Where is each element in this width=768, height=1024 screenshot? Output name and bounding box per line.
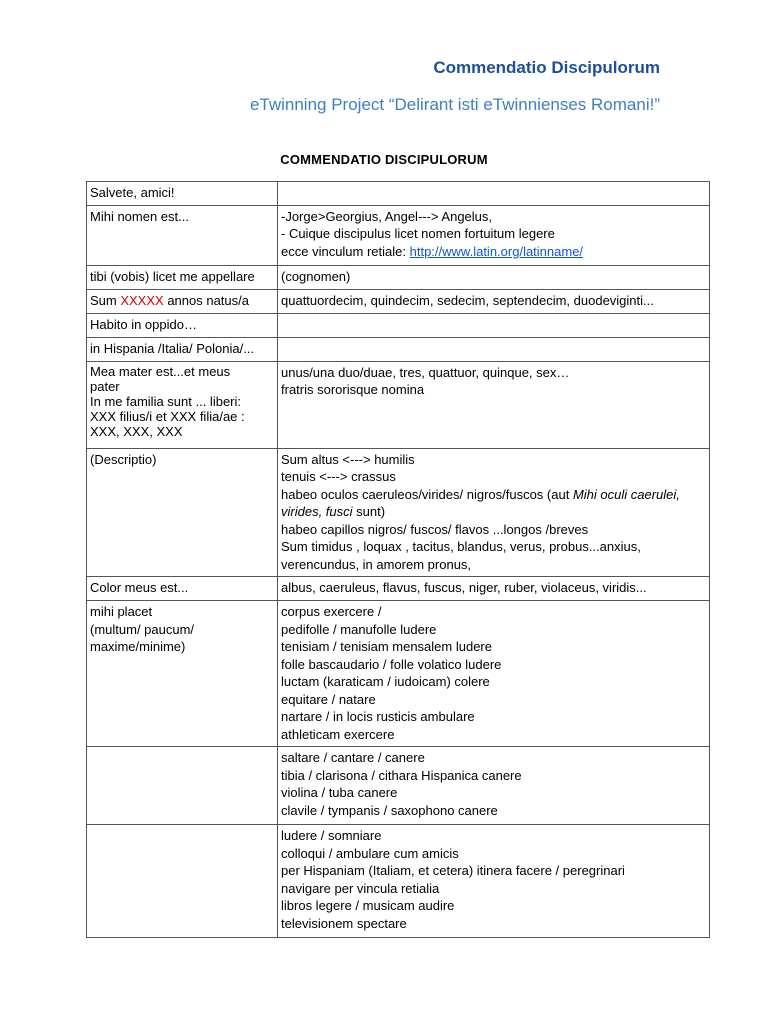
hobby-line: libros legere / musicam audire [281,898,455,913]
music-line: saltare / cantare / canere [281,750,425,765]
family-label-line: Mea mater est...et meus [90,363,231,379]
age-placeholder: XXXXX [120,292,164,308]
name-line: -Jorge>Georgius, Angel---> Angelus, [281,208,493,224]
row-label [87,601,278,747]
family-value-line: unus/una duo/duae, tres, quattuor, quinque, sex… [281,364,570,380]
family-label-line: pater [90,378,120,394]
hobby-line: per Hispaniam (Italiam, et cetera) itinera facere / peregrinari [281,863,625,878]
age-label-prefix: Sum [90,292,121,308]
name-label: Mihi nomen est... [90,208,189,224]
family-value-line: fratris sororisque nomina [281,382,425,397]
row-label [87,182,278,206]
family-label-line: XXX, XXX, XXX [90,423,183,439]
sports-line: pedifolle / manufolle ludere [281,621,437,637]
table-row [87,313,710,337]
table-row [87,361,710,448]
age-label-suffix: annos natus/a [163,292,249,308]
table-row [87,337,710,361]
name-line [281,243,705,261]
description-line: Sum timidus , loquax , tacitus, blandus, verus, probus...anxius, [281,539,641,554]
sports-line: athleticam exercere [281,726,395,742]
row-value [278,577,710,601]
music-line: clavile / tympanis / saxophono canere [281,802,498,818]
town-label: Habito in oppido… [90,316,197,332]
hobby-line: ludere / somniare [281,828,382,843]
table-row [87,825,710,938]
likes-label-line: maxime/minime) [90,639,186,654]
hobby-line: navigare per vincula retialia [281,880,440,896]
sports-line: equitare / natare [281,691,376,707]
row-value [278,448,710,577]
color-label: Color meus est... [90,580,189,595]
nickname-label: tibi (vobis) licet me appellare [90,268,255,284]
sports-line: nartare / in locis rusticis ambulare [281,709,475,724]
row-value [278,205,710,265]
link-prefix: ecce vinculum retiale: [281,243,410,259]
table-row [87,265,710,289]
table-row [87,601,710,747]
latin-name-link[interactable]: http://www.latin.org/latinname/ [409,243,584,259]
color-value: albus, caeruleus, flavus, fuscus, niger, ruber, violaceus, viridis... [281,580,647,595]
row-value [278,601,710,747]
row-value [278,337,710,361]
row-value [278,313,710,337]
greeting-label: Salvete, amici! [90,185,175,200]
country-label: in Hispania /Italia/ Polonia/... [90,340,255,356]
sports-line: folle bascaudario / folle volatico ludere [281,656,502,672]
document-subtitle: eTwinning Project “Delirant isti eTwinnienses Romani!” [249,95,660,114]
description-line: Sum altus <---> humilis [281,451,415,467]
row-label [87,205,278,265]
row-label [87,747,278,825]
music-line: tibia / clarisona / cithara Hispanica canere [281,767,522,783]
row-value [278,265,710,289]
eyes-italic-text: Mihi oculi caerulei, virides, fusci [281,486,680,519]
description-label: (Descriptio) [90,451,157,467]
row-value [278,361,710,448]
row-value [278,825,710,938]
likes-label-line: (multum/ paucum/ [90,621,195,637]
nickname-value: (cognomen) [281,268,351,284]
document-title: Commendatio Discipulorum [433,58,660,77]
sports-line: tenisiam / tenisiam mensalem ludere [281,639,492,654]
description-line: verencundus, in amorem pronus, [281,556,472,572]
row-label [87,825,278,938]
description-line: habeo capillos nigros/ fuscos/ flavos ...longos /breves [281,521,589,537]
description-line [281,486,705,521]
row-label [87,289,278,313]
sports-line: corpus exercere / [281,604,382,619]
description-line: tenuis <---> crassus [281,469,396,484]
table-row [87,182,710,206]
hobby-line: colloqui / ambulare cum amicis [281,845,459,861]
row-label [87,448,278,577]
likes-label-line: mihi placet [90,604,153,619]
table-row [87,205,710,265]
name-line: - Cuique discipulus licet nomen fortuitum legere [281,226,555,241]
table-heading: COMMENDATIO DISCIPULORUM [280,152,488,167]
family-label-line: XXX filius/i et XXX filia/ae : [90,408,245,424]
table-row [87,747,710,825]
music-line: violina / tuba canere [281,785,398,800]
row-value [278,289,710,313]
row-value [278,182,710,206]
profile-table [86,181,710,938]
eyes-text: habeo oculos caeruleos/virides/ nigros/fuscos (aut [281,486,573,502]
row-label [87,313,278,337]
family-label-line: In me familia sunt ... liberi: [90,393,241,409]
table-row [87,448,710,577]
row-label [87,361,278,448]
table-row [87,577,710,601]
eyes-suffix: sunt) [352,504,386,519]
age-value: quattuordecim, quindecim, sedecim, septendecim, duodeviginti... [281,292,654,308]
sports-line: luctam (karaticam / iudoicam) colere [281,674,490,689]
row-value [278,747,710,825]
hobby-line: televisionem spectare [281,915,407,931]
row-label [87,577,278,601]
row-label [87,337,278,361]
row-label [87,265,278,289]
table-row [87,289,710,313]
